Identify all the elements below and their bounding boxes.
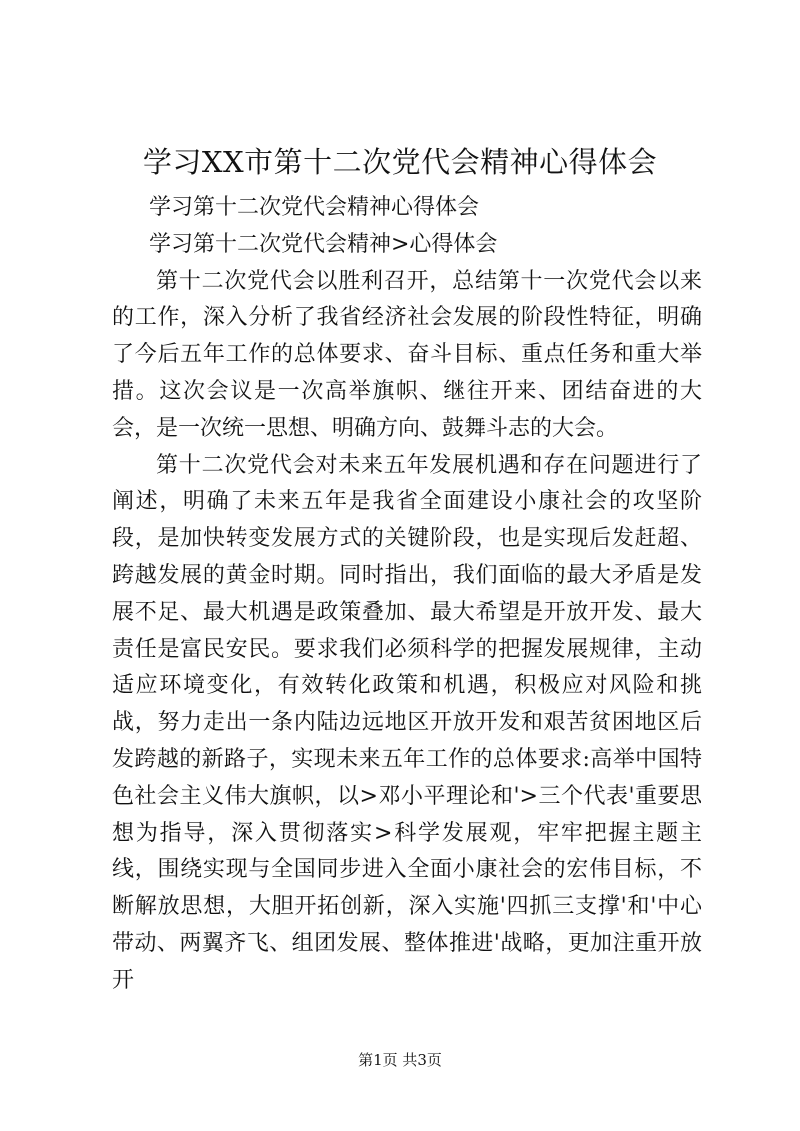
subtitle-line: 学习第十二次党代会精神心得体会 (149, 195, 480, 220)
subtitle-line: 学习第十二次党代会精神>心得体会 (149, 231, 498, 257)
body-paragraph: 第十二次党代会以胜利召开，总结第十一次党代会以来的工作，深入分析了我省经济社会发展的阶段性特征，明确了今后五年工作的总体要求、奋斗目标、重点任务和重大举措。这次会议是一次高举旗帜、继往开来、团结奋进的大会，是一次统一思想、明确方向、鼓舞斗志的大会。 (112, 268, 702, 441)
document-title: 学习XX市第十二次党代会精神心得体会 (142, 145, 658, 179)
document-body (112, 190, 702, 1000)
body-paragraph: 第十二次党代会对未来五年发展机遇和存在问题进行了阐述，明确了未来五年是我省全面建设小康社会的攻坚阶段，是加快转变发展方式的关键阶段，也是实现后发赶超、跨越发展的黄金时期。同时指出，我们面临的最大矛盾是发展不足、最大机遇是政策叠加、最大希望是开放开发、最大责任是富民安民。要求我们必须科学的把握发展规律，主动适应环境变化，有效转化政策和机遇，积极应对风险和挑战，努力走出一条内陆边远地区开放开发和艰苦贫困地区后发跨越的新路子，实现未来五年工作的总体要求:高举中国特色社会主义伟大旗帜，以>邓小平理论和'>三个代表'重要思想为指导，深入贯彻落实>科学发展观，牢牢把握主题主线，围绕实现与全国同步进入全面小康社会的宏伟目标，不断解放思想，大胆开拓创新，深入实施'四抓三支撑'和'中心带动、两翼齐飞、组团发展、整体推进'战略，更加注重开放开 (112, 452, 702, 993)
page-number-footer: 第1页 共3页 (358, 1051, 442, 1069)
